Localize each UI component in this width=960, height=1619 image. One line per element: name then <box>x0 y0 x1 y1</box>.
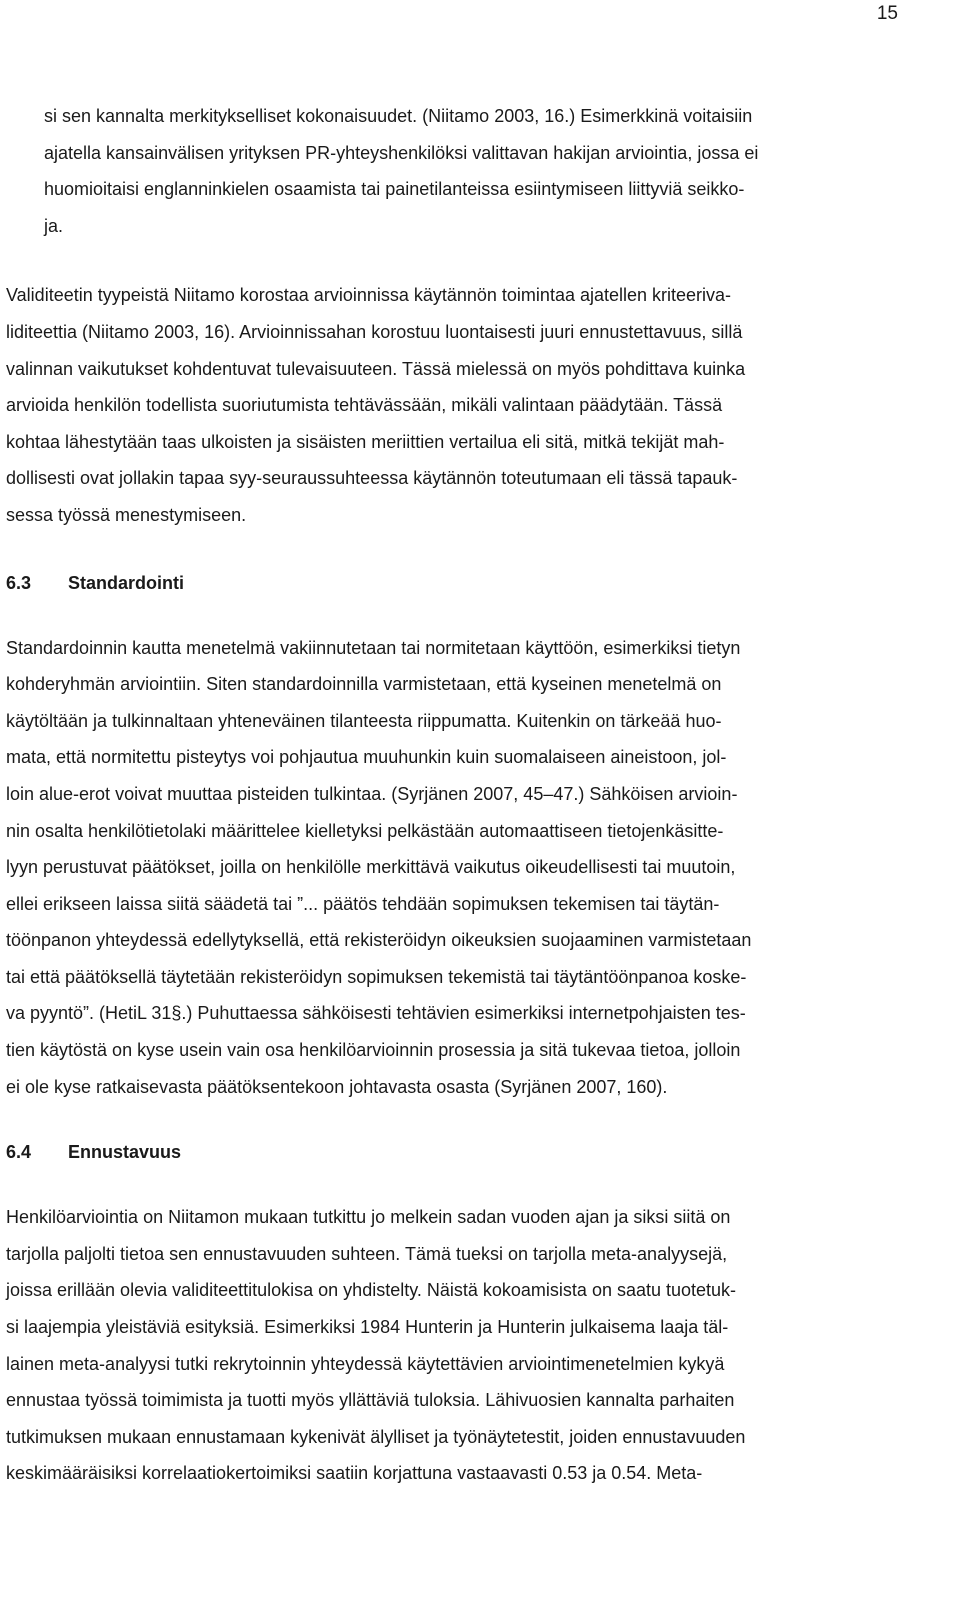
section-number: 6.3 <box>6 572 32 593</box>
document-body <box>6 98 928 1492</box>
section-number: 6.4 <box>6 1142 32 1163</box>
paragraph-continued: si sen kannalta merkitykselliset kokonaisuudet. (Niitamo 2003, 16.) Esimerkkinä voitaisiin ajatella kansainvälisen yrityksen PR-yhteyshenkilöksi valittavan hakijan arviointia, jossa ei huomioitaisi englanninkielen osaamista tai painetilanteissa esiintymiseen liittyviä seikko- ja. <box>44 106 759 236</box>
paragraph-standardization: Standardoinnin kautta menetelmä vakiinnutetaan tai normitetaan käyttöön, esimerkiksi tietyn kohderyhmän arviointiin. Siten standardoinnilla varmistetaan, että kyseinen menetelmä on käytöltään ja tulkinnaltaan yhteneväinen tilanteesta riippumatta. Kuitenkin on tärkeää huo- mata, että normitettu pisteytys voi pohjautua muuhunkin kuin suomalaiseen aineistoon, jol- loin alue-erot voivat muuttaa pisteiden tulkintaa. (Syrjänen 2007, 45–47.) Sähköisen arvioin- nin osalta henkilötietolaki määrittelee kielletyksi pelkästään automaattiseen tietojenkäsitte- lyyn perustuvat päätökset, joilla on henkilölle merkittävä vaikutus oikeudellisesti tai muutoin, ellei erikseen laissa siitä säädetä tai ”... päätös tehdään sopimuksen tekemisen tai täytän- töönpanon yhteydessä edellytyksellä, että rekisteröidyn oikeuksien suojaaminen varmistetaan tai että päätöksellä täytetään rekisteröidyn sopimuksen tekemistä tai täytäntöönpanoa koske- va pyyntö”. (HetiL 31§.) Puhuttaessa sähköisesti tehtävien esimerkiksi internetpohjaisten tes- tien käytöstä on kyse usein vain osa henkilöarvioinnin prosessia ja sitä tukevaa tietoa, jolloin ei ole kyse ratkaisevasta päätöksentekoon johtavasta osasta (Syrjänen 2007, 160). <box>6 637 752 1097</box>
section-heading-standardointi <box>6 565 928 601</box>
paragraph-predictability: Henkilöarviointia on Niitamon mukaan tutkittu jo melkein sadan vuoden ajan ja siksi siitä on tarjolla paljolti tietoa sen ennustavuuden suhteen. Tämä tueksi on tarjolla meta-analyysejä, joissa erillään olevia validiteettitulokisa on yhdistelty. Näistä kokoamisista on saatu tuotetuk- si laajempia yleistäviä esityksiä. Esimerkiksi 1984 Hunterin ja Hunterin julkaisema laaja täl- lainen meta-analyysi tutki rekrytoinnin yhteydessä käytettävien arviointimenetelmien kykyä ennustaa työssä toimimista ja tuotti myös yllättäviä tuloksia. Lähivuosien kannalta parhaiten tutkimuksen mukaan ennustamaan kykenivät älylliset ja työnäytetestit, joiden ennustavuuden keskimääräisiksi korrelaatiokertoimiksi saatiin korjattuna vastaavasti 0.53 ja 0.54. Meta- <box>6 1207 746 1484</box>
page-number: 15 <box>876 3 898 24</box>
paragraph-validity: Validiteetin tyypeistä Niitamo korostaa arvioinnissa käytännön toimintaa ajatellen kriteeriva- liditeettia (Niitamo 2003, 16). Arvioinnissahan korostuu luontaisesti juuri ennustettavuus, sillä valinnan vaikutukset kohdentuvat tulevaisuuteen. Tässä mielessä on myös pohdittava kuinka arvioida henkilön todellista suoriutumista tehtävässään, mikäli valintaan päädytään. Tässä kohtaa lähestytään taas ulkoisten ja sisäisten meriittien vertailua eli sitä, mitkä tekijät mah- dollisesti ovat jollakin tapaa syy-seuraussuhteessa käytännön toteutumaan eli tässä tapauk- sessa työssä menestymiseen. <box>6 285 746 525</box>
section-heading-ennustavuus <box>6 1134 928 1170</box>
section-title: Ennustavuus <box>68 1142 182 1163</box>
section-title: Standardointi <box>68 572 184 593</box>
